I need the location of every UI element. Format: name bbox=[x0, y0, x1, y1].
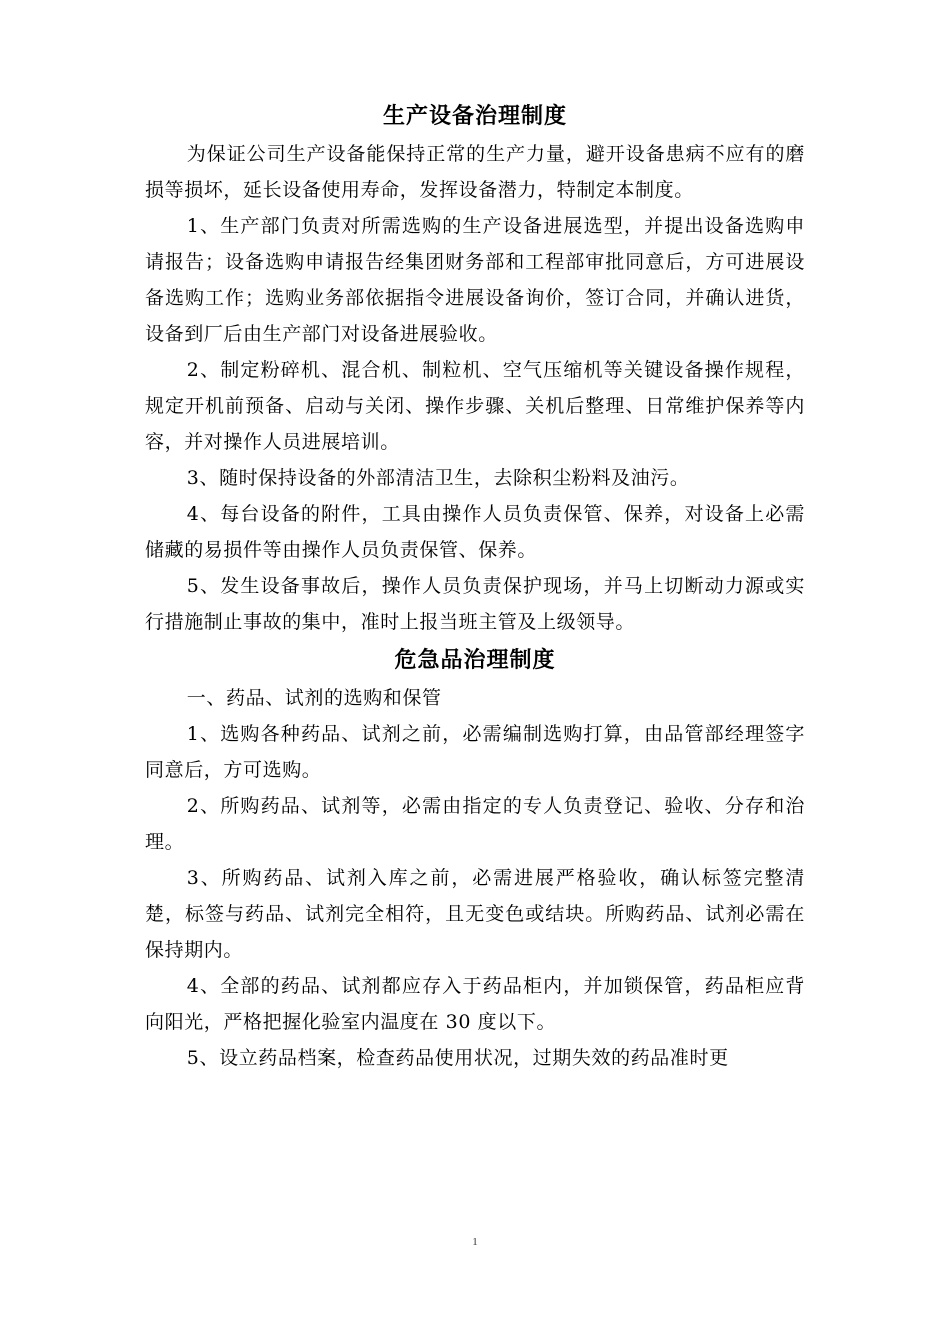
paragraph-hazard-5: 5、设立药品档案，检查药品使用状况，过期失效的药品准时更 bbox=[186, 1047, 729, 1069]
page-number: 1 bbox=[472, 1236, 478, 1248]
paragraph-item-4: 4、每台设备的附件，工具由操作人员负责保管、保养，对设备上必需储藏的易损件等由操作人员负责保管、保养。 bbox=[145, 503, 805, 561]
paragraph-item-5: 5、发生设备事故后，操作人员负责保护现场，并马上切断动力源或实行措施制止事故的集中，准时上报当班主管及上级领导。 bbox=[145, 575, 805, 633]
paragraph-item-1: 1、生产部门负责对所需选购的生产设备进展选型，并提出设备选购申请报告；设备选购申请报告经集团财务部和工程部审批同意后，方可进展设备选购工作；选购业务部依据指令进展设备询价，签订合同，并确认进货，设备到厂后由生产部门对设备进展验收。 bbox=[145, 215, 805, 345]
section-title-hazardous: 危急品治理制度 bbox=[394, 647, 556, 673]
paragraph-hazard-4: 4、全部的药品、试剂都应存入于药品柜内，并加锁保管，药品柜应背向阳光，严格把握化验室内温度在 30 度以下。 bbox=[145, 975, 805, 1033]
section-title-equipment: 生产设备治理制度 bbox=[382, 103, 567, 129]
paragraph-hazard-2: 2、所购药品、试剂等，必需由指定的专人负责登记、验收、分存和治理。 bbox=[145, 795, 805, 853]
paragraph-item-2: 2、制定粉碎机、混合机、制粒机、空气压缩机等关键设备操作规程，规定开机前预备、启动与关闭、操作步骤、关机后整理、日常维护保养等内容，并对操作人员进展培训。 bbox=[145, 359, 805, 453]
paragraph-item-3: 3、随时保持设备的外部清洁卫生，去除积尘粉料及油污。 bbox=[186, 467, 690, 489]
paragraph-hazard-3: 3、所购药品、试剂入库之前，必需进展严格验收，确认标签完整清楚，标签与药品、试剂完全相符，且无变色或结块。所购药品、试剂必需在保持期内。 bbox=[145, 867, 805, 961]
paragraph-hazard-1: 1、选购各种药品、试剂之前，必需编制选购打算，由品管部经理签字同意后，方可选购。 bbox=[145, 723, 805, 781]
paragraph-intro: 为保证公司生产设备能保持正常的生产力量，避开设备患病不应有的磨损等损坏，延长设备使用寿命，发挥设备潜力，特制定本制度。 bbox=[145, 143, 805, 201]
paragraph-subheading: 一、药品、试剂的选购和保管 bbox=[186, 687, 442, 709]
document-page bbox=[145, 96, 805, 1076]
